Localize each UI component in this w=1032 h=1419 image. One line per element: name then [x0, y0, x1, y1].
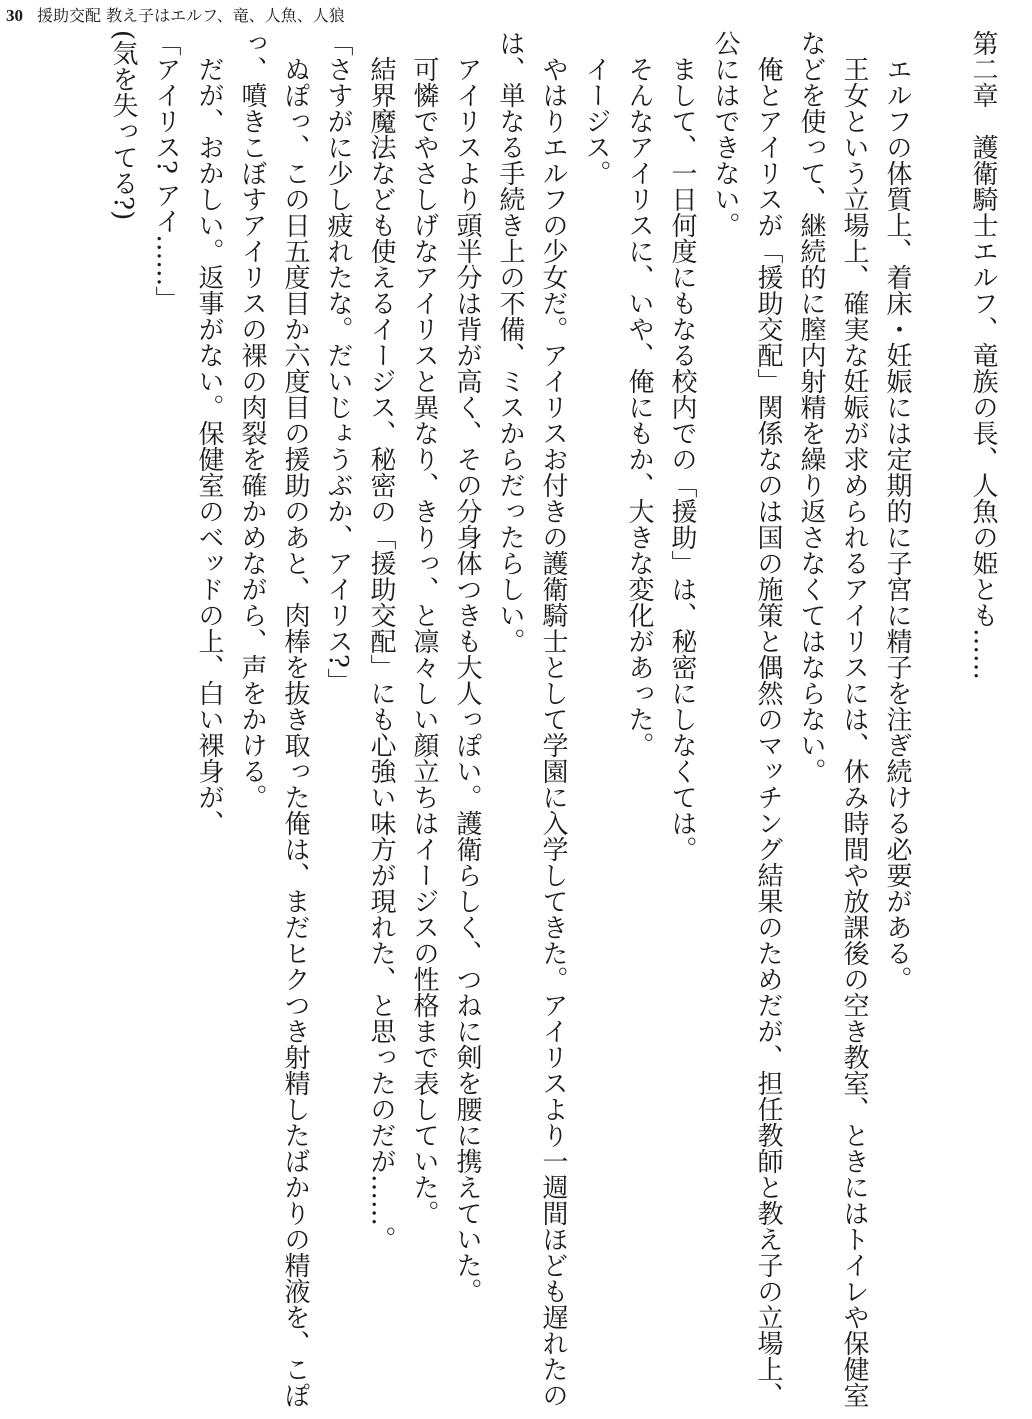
dialogue-line: 「アイリス? アイ……」: [151, 30, 181, 313]
book-title: 援助交配 教え子はエルフ、竜、人魚、人狼: [37, 6, 345, 25]
paragraph: イージス。: [581, 56, 611, 186]
inner-thought-line: (気を失ってる?): [108, 30, 138, 221]
paragraph: そんなアイリスに、いや、俺にもか、大きな変化があった。: [624, 56, 654, 758]
chapter-spacer: [970, 108, 996, 134]
paragraph: ぬぽっ、この日五度目か六度目の援助のあと、肉棒を抜き取った俺は、まだヒクつき射精したばかりの精液を、こぽっ、噴きこぼすアイリスの裸の肉裂を確かめながら、声をかける。: [237, 30, 310, 1408]
chapter-title: 護衛騎士エルフ、竜族の長、人魚の姫とも……: [968, 134, 998, 680]
paragraph: 王女という立場上、確実な妊娠が求められるアイリスには、休み時間や放課後の空き教室、ときにはトイレや保健室などを使って、継続的に膣内射精を繰り返さなくてはならない。: [796, 30, 869, 1408]
paragraph: まして、一日何度にもなる校内での「援助」は、秘密にしなくては。: [667, 56, 697, 862]
paragraph: 結界魔法なども使えるイージス、秘密の「援助交配」にも心強い味方が現れた、と思ったのだが……。: [366, 56, 396, 1252]
dialogue-line: 「さすがに少し疲れたな。だいじょうぶか、アイリス?」: [323, 30, 353, 694]
vertical-text-body: [24, 30, 1004, 1410]
paragraph: 俺とアイリスが「援助交配」関係なのは国の施策と偶然のマッチング結果のためだが、担任教師と教え子の立場上、公にはできない。: [710, 30, 783, 1408]
paragraph: エルフの体質上、着床・妊娠には定期的に子宮に精子を注ぎ続ける必要がある。: [882, 56, 912, 992]
running-header: [6, 4, 345, 28]
paragraph: だが、おかしい。返事がない。保健室のベッドの上、白い裸身が、: [194, 56, 224, 836]
paragraph: やはりエルフの少女だ。アイリスお付きの護衛騎士として学園に入学してきた。アイリスより一週間ほども遅れたのは、単なる手続き上の不備、ミスからだったらしい。: [495, 30, 568, 1408]
chapter-heading: [961, 30, 1004, 1410]
paragraph: アイリスより頭半分は背が高く、その分身体つきも大人っぽい。護衛らしく、つねに剣を腰に携えていた。: [452, 56, 482, 1304]
page-number: 30: [6, 6, 23, 25]
paragraph: 可憐でやさしげなアイリスと異なり、きりっ、と凛々しい顔立ちはイージスの性格まで表していた。: [409, 56, 439, 1226]
chapter-number: 第二章: [968, 30, 998, 108]
